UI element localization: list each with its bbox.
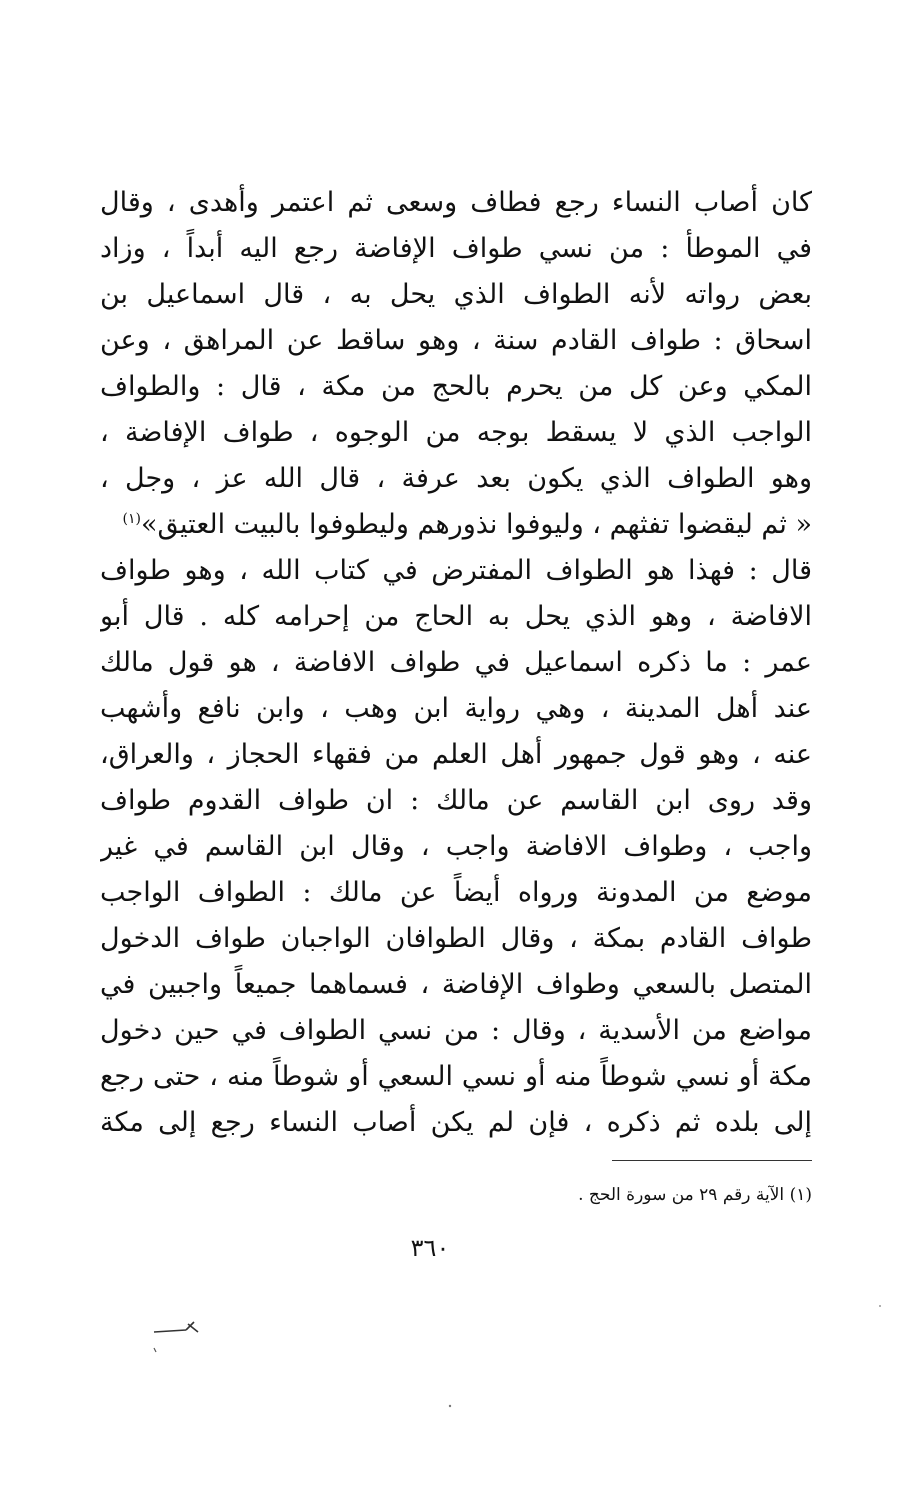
text-line: إلى بلده ثم ذكره ، فإن لم يكن أصاب النساء رجع إلى مكة: [100, 1107, 812, 1138]
text-line: بعض رواته لأنه الطواف الذي يحل به ، قال اسماعيل بن: [100, 279, 812, 310]
text-line: قال : فهذا هو الطواف المفترض في كتاب الله ، وهو طواف: [100, 555, 812, 586]
text-line: اسحاق : طواف القادم سنة ، وهو ساقط عن المراهق ، وعن: [100, 325, 812, 356]
text-line: موضع من المدونة ورواه أيضاً عن مالك : الطواف الواجب: [100, 877, 812, 908]
text-line: مواضع من الأسدية ، وقال : من نسي الطواف في حين دخول: [100, 1015, 812, 1046]
footnote-separator: [612, 1160, 812, 1161]
text-line: عنه ، وهو قول جمهور أهل العلم من فقهاء الحجاز ، والعراق،: [100, 739, 812, 770]
footnote-marker: (١): [789, 1185, 812, 1205]
scan-dot: [446, 1402, 454, 1410]
text-line: المتصل بالسعي وطواف الإفاضة ، فسماهما جميعاً واجبين في: [100, 969, 812, 1000]
text-line: وهو الطواف الذي يكون بعد عرفة ، قال الله عز ، وجل ،: [100, 463, 812, 494]
text-line: واجب ، وطواف الافاضة واجب ، وقال ابن القاسم في غير: [100, 831, 812, 862]
page-number: ٣٦٠: [410, 1234, 450, 1262]
text-line: في الموطأ : من نسي طواف الإفاضة رجع اليه أبداً ، وزاد: [100, 233, 812, 264]
text-line: كان أصاب النساء رجع فطاف وسعى ثم اعتمر وأهدى ، وقال: [100, 187, 812, 218]
text-line: الافاضة ، وهو الذي يحل به الحاج من إحرامه كله . قال أبو: [100, 601, 812, 632]
text-line: عند أهل المدينة ، وهي رواية ابن وهب ، وابن نافع وأشهب: [100, 693, 812, 724]
footnote-text: الآية رقم ٢٩ من سورة الحج .: [578, 1185, 785, 1205]
body-text: [100, 180, 812, 1146]
footnote-reference: (١): [122, 511, 141, 527]
scan-dot: [876, 1302, 884, 1310]
text-line: الواجب الذي لا يسقط بوجه من الوجوه ، طواف الإفاضة ،: [100, 417, 812, 448]
text-line: وقد روى ابن القاسم عن مالك : ان طواف القدوم طواف: [100, 785, 812, 816]
footnote: [300, 1180, 812, 1210]
text-line: مكة أو نسي شوطاً منه أو نسي السعي أو شوطاً منه ، حتى رجع: [100, 1061, 812, 1092]
quran-quote: « ثم ليقضوا تفثهم ، وليوفوا نذورهم وليطوفوا بالبيت العتيق»: [140, 509, 812, 540]
text-line: عمر : ما ذكره اسماعيل في طواف الافاضة ، هو قول مالك: [100, 647, 812, 678]
text-line: طواف القادم بمكة ، وقال الطوافان الواجبان طواف الدخول: [100, 923, 812, 954]
scan-ink-mark: [150, 1310, 210, 1360]
text-line: المكي وعن كل من يحرم بالحج من مكة ، قال : والطواف: [100, 371, 812, 402]
quran-quote-line: [100, 502, 812, 548]
